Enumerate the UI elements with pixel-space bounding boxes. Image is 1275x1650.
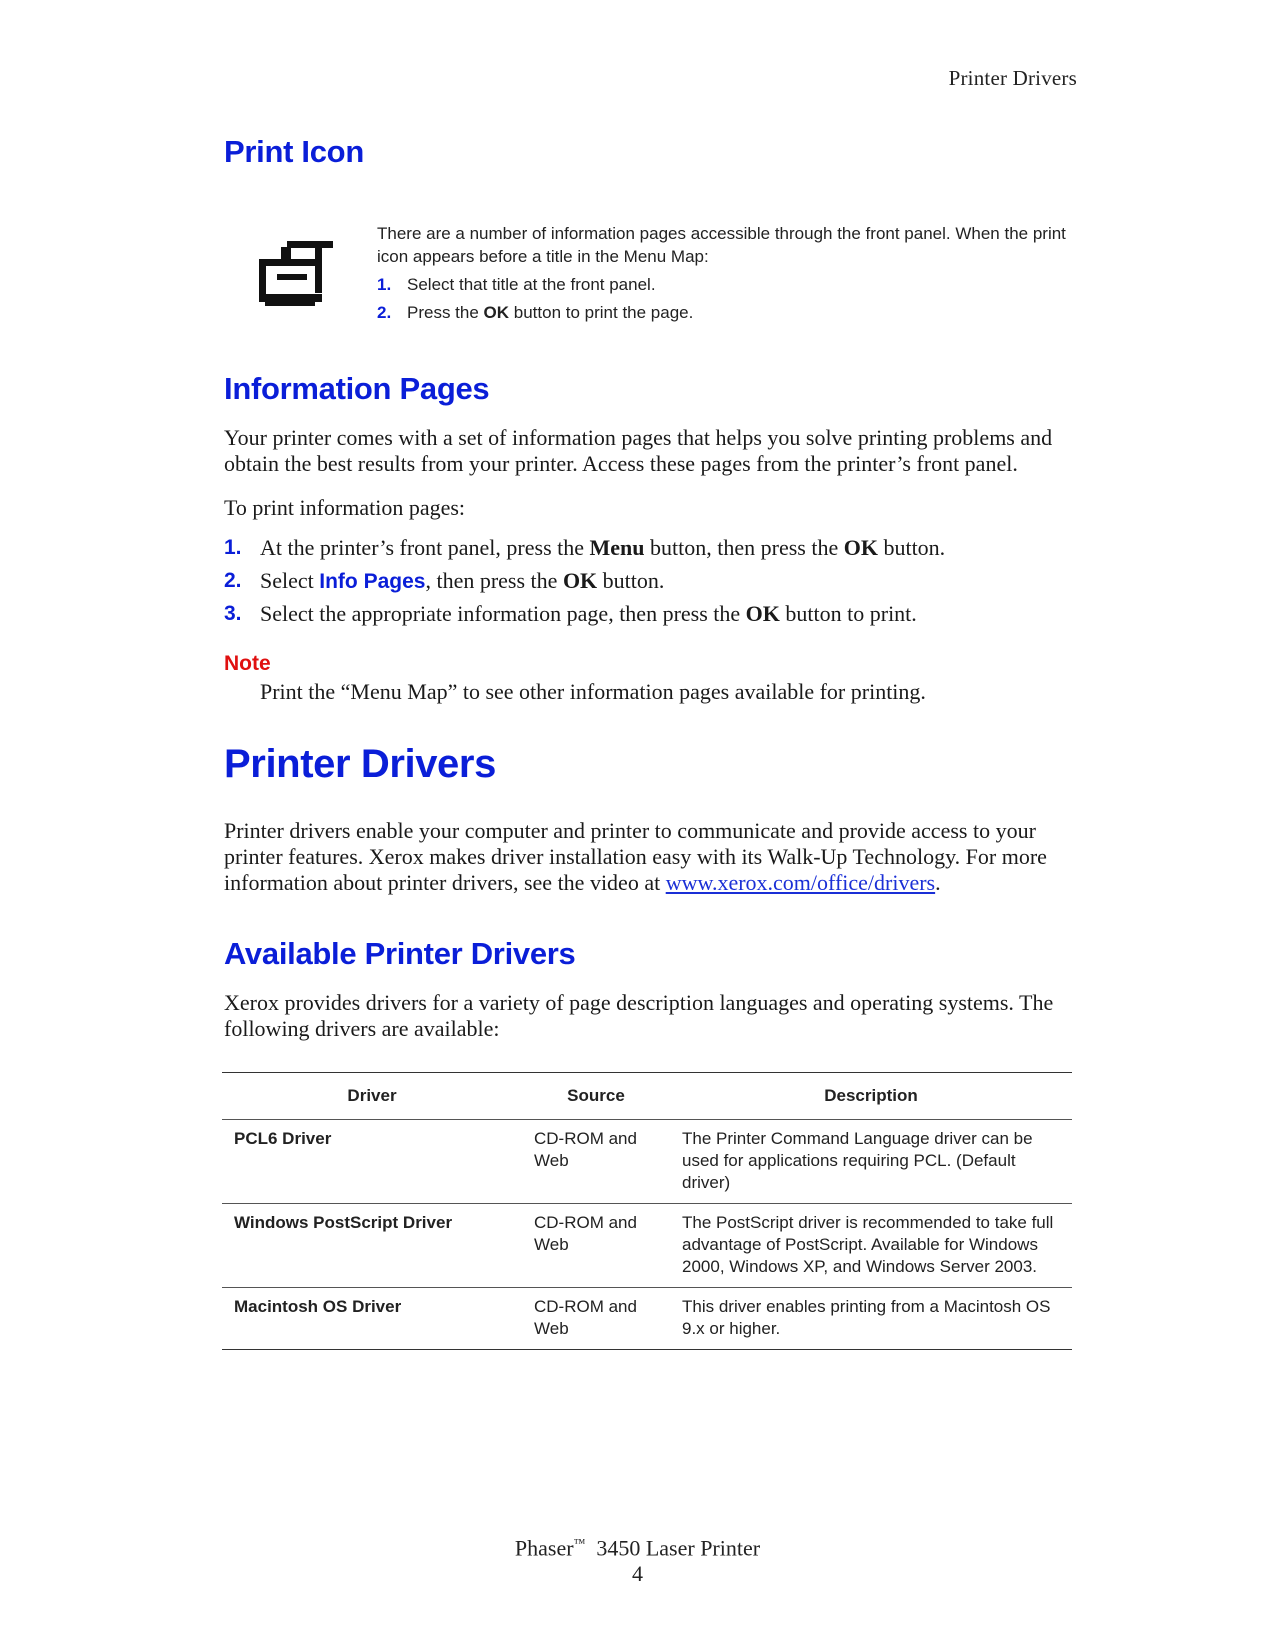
- ok-label: OK: [745, 601, 780, 626]
- step-text: button to print.: [779, 601, 917, 626]
- step-text: At the printer’s front panel, press the: [260, 535, 590, 560]
- driver-description: The PostScript driver is recommended to take full advantage of PostScript. Available for Windows 2000, Windows XP, and Windows Server 2003.: [670, 1204, 1072, 1288]
- product-name: Phaser: [514, 1535, 574, 1561]
- column-header-driver: Driver: [222, 1073, 522, 1120]
- table-row: [222, 1288, 1072, 1350]
- information-pages-steps: [224, 535, 1084, 634]
- step-text: Select: [260, 568, 320, 593]
- print-icon-intro: There are a number of information pages accessible through the front panel. When the print icon appears before a title in the Menu Map:: [377, 224, 1066, 266]
- driver-source: CD-ROM and Web: [522, 1288, 670, 1350]
- page-number: 4: [632, 1561, 643, 1587]
- paragraph-text: Printer drivers enable your computer and printer to communicate and provide access to your printer features. Xerox makes driver installation easy with its Walk-Up Technology. For more information about printer drivers, see the video at: [224, 818, 1047, 895]
- driver-source: CD-ROM and Web: [522, 1204, 670, 1288]
- available-drivers-heading: Available Printer Drivers: [224, 936, 576, 971]
- table-row: [222, 1120, 1072, 1204]
- step-text: button.: [877, 535, 946, 560]
- step-number: 2.: [224, 569, 242, 592]
- step-number: 1.: [224, 536, 242, 559]
- step-text: button.: [597, 568, 665, 593]
- step-text: Select the appropriate information page, then press the: [260, 601, 746, 626]
- info-pages-menu-term: Info Pages: [319, 570, 426, 593]
- printer-drivers-paragraph: [224, 818, 1084, 896]
- column-header-description: Description: [670, 1073, 1072, 1120]
- table-row: [222, 1204, 1072, 1288]
- step-text: Select that title at the front panel.: [407, 275, 656, 294]
- paragraph-text: .: [935, 870, 941, 895]
- table-header-row: [222, 1073, 1072, 1120]
- info-step-3: [224, 601, 1084, 634]
- available-drivers-paragraph: Xerox provides drivers for a variety of page description languages and operating systems. The following drivers are available:: [224, 990, 1054, 1041]
- driver-name: Macintosh OS Driver: [222, 1288, 522, 1350]
- information-pages-lead: To print information pages:: [224, 495, 466, 520]
- note-label: Note: [224, 652, 271, 675]
- step-number: 3.: [224, 602, 242, 625]
- step-text: button, then press the: [644, 535, 844, 560]
- info-step-1: [224, 535, 1084, 568]
- column-header-source: Source: [522, 1073, 670, 1120]
- product-model: 3450 Laser Printer: [596, 1535, 761, 1561]
- step-text: button to print the page.: [509, 303, 694, 322]
- ok-label: OK: [843, 535, 878, 560]
- drivers-table: [222, 1072, 1072, 1350]
- printer-drivers-heading: Printer Drivers: [224, 742, 496, 786]
- print-icon-description: [377, 222, 1077, 324]
- page-footer: [0, 1530, 1275, 1587]
- information-pages-paragraph: Your printer comes with a set of information pages that helps you solve printing problems and obtain the best results from your printer. Access these pages from the printer’s front panel.: [224, 425, 1053, 476]
- driver-name: Windows PostScript Driver: [222, 1204, 522, 1288]
- note-text: Print the “Menu Map” to see other information pages available for printing.: [260, 679, 926, 704]
- step-number: 1.: [377, 275, 392, 294]
- ok-label: OK: [562, 568, 598, 593]
- driver-source: CD-ROM and Web: [522, 1120, 670, 1204]
- ok-label: OK: [483, 303, 510, 322]
- step-number: 2.: [377, 303, 392, 322]
- step-text: Press the: [407, 303, 484, 322]
- driver-name: PCL6 Driver: [222, 1120, 522, 1204]
- driver-description: This driver enables printing from a Macintosh OS 9.x or higher.: [670, 1288, 1072, 1350]
- print-icon-step-1: [377, 273, 1077, 296]
- print-icon-step-2: [377, 301, 1077, 324]
- menu-label: Menu: [589, 535, 645, 560]
- trademark-symbol: ™: [573, 1536, 586, 1550]
- running-header: Printer Drivers: [948, 66, 1077, 90]
- print-icon-heading: Print Icon: [224, 134, 364, 169]
- xerox-drivers-link[interactable]: www.xerox.com/office/drivers: [665, 870, 936, 895]
- printer-icon: [259, 241, 335, 309]
- step-text: , then press the: [425, 568, 563, 593]
- footer-product: [0, 1530, 1275, 1561]
- info-step-2: [224, 568, 1084, 601]
- driver-description: The Printer Command Language driver can be used for applications requiring PCL. (Default driver): [670, 1120, 1072, 1204]
- information-pages-heading: Information Pages: [224, 371, 490, 406]
